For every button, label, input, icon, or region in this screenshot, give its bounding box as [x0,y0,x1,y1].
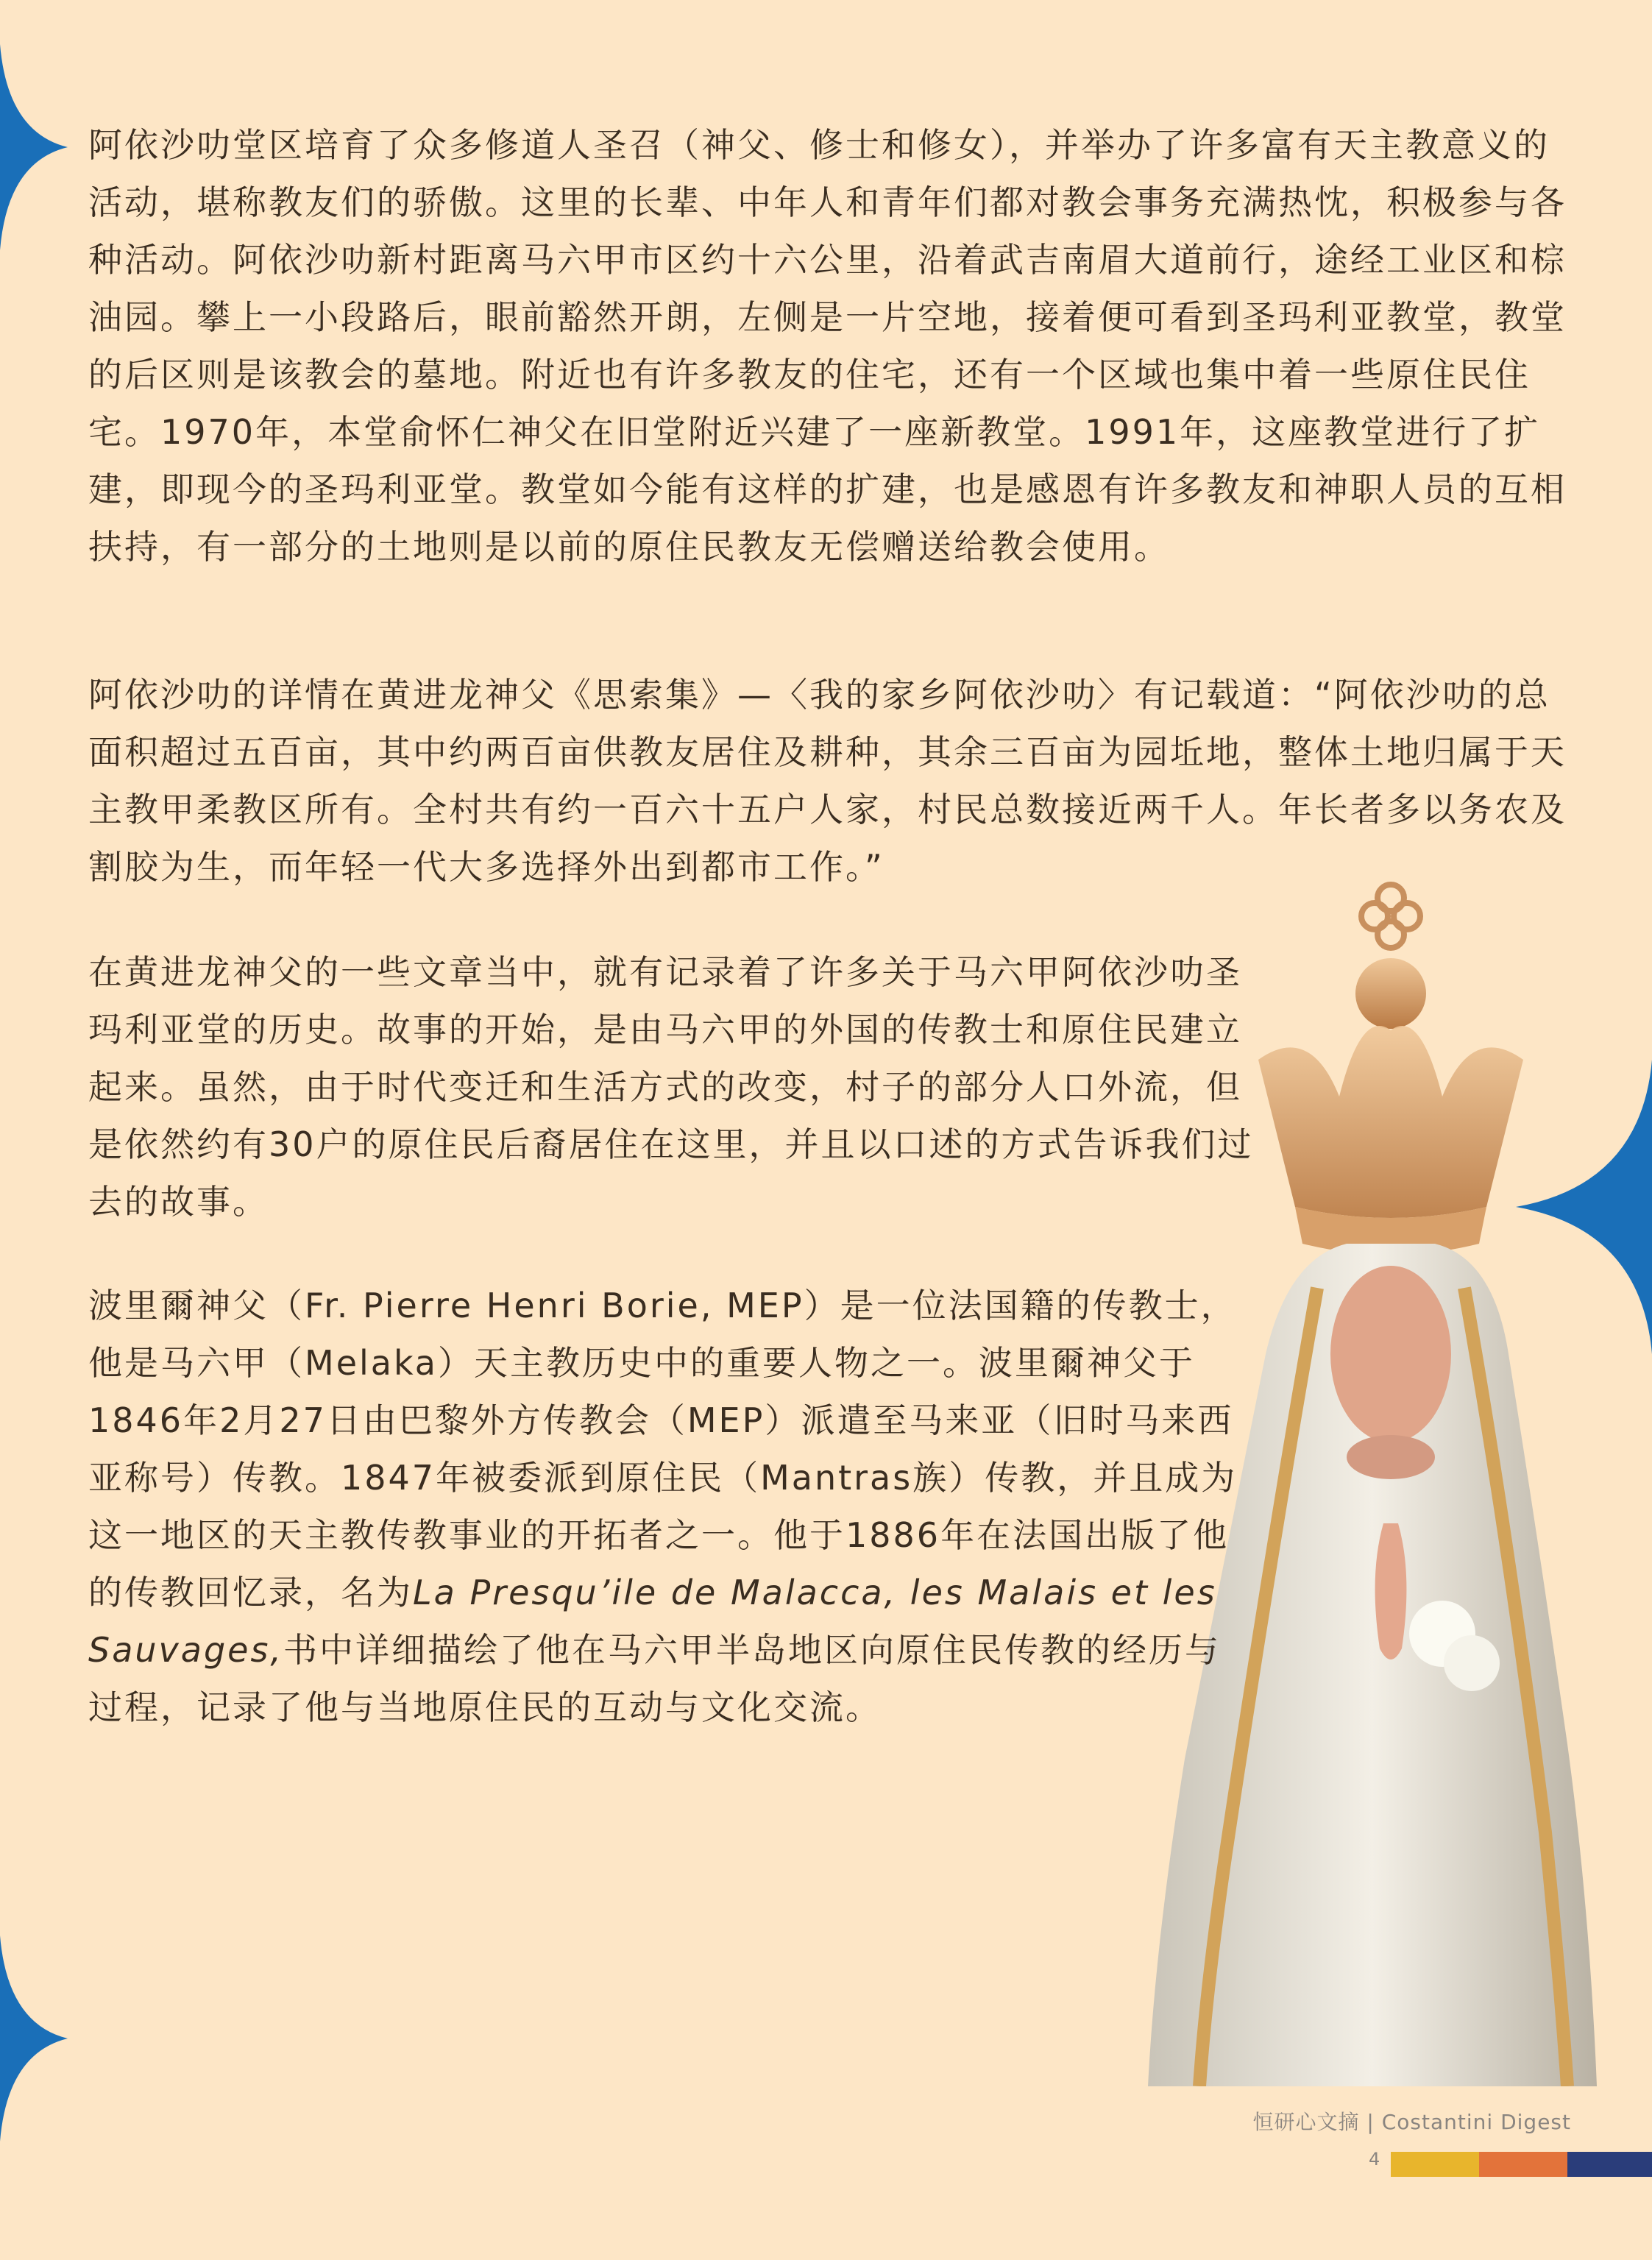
footer-bar-yellow [1391,2152,1479,2177]
footer-bar-navy [1567,2152,1652,2177]
book-title: La Presqu’ile de Malacca, les Malais et les Sauvages, [88,1573,1217,1670]
paragraph-church-history: 阿依沙叻堂区培育了众多修道人圣召（神父、修士和修女），并举办了许多富有天主教意义的活动，堪称教友们的骄傲。这里的长辈、中年人和青年们都对教会事务充满热忱，积极参与各种活动。阿依沙叻新村距离马六甲市区约十六公里，沿着武吉南眉大道前行，途经工业区和棕油园。攀上一小段路后，眼前豁然开朗，左侧是一片空地，接着便可看到圣玛利亚教堂，教堂的后区则是该教会的墓地。附近也有许多教友的住宅，还有一个区域也集中着一些原住民住宅。1970年，本堂俞怀仁神父在旧堂附近兴建了一座新教堂。1991年，这座教堂进行了扩建，即现今的圣玛利亚堂。教堂如今能有这样的扩建，也是感恩有许多教友和神职人员的互相扶持，有一部分的土地则是以前的原住民教友无偿赠送给教会使用。 [88,125,1567,567]
paragraph-fr-borie [88,1277,1251,1736]
paragraph-records: 在黄进龙神父的一些文章当中，就有记录着了许多关于马六甲阿依沙叻圣玛利亚堂的历史。故事的开始，是由马六甲的外国的传教士和原住民建立起来。虽然，由于时代变迁和生活方式的改变，村子的部分人口外流，但是依然约有30户的原住民后裔居住在这里，并且以口述的方式告诉我们过去的故事。 [88,952,1254,1222]
left-bottom-blue-scallop [0,1935,74,2142]
page-number: 4 [1369,2149,1380,2169]
publication-name: 恒研心文摘 | Costantini Digest [1252,2110,1571,2134]
left-top-blue-scallop [0,44,74,250]
footer-bar-orange [1479,2152,1567,2177]
paragraph-fr-borie-after: 书中详细描绘了他在马六甲半岛地区向原住民传教的经历与过程，记录了他与当地原住民的互动与文化交流。 [88,1630,1222,1727]
paragraph-fr-borie-before: 波里爾神父（Fr. Pierre Henri Borie, MEP）是一位法国籍的传教士，他是马六甲（Melaka）天主教历史中的重要人物之一。波里爾神父于1846年2月27日由巴黎外方传教会（MEP）派遣至马来亚（旧时马来西亚称号）传教。1847年被委派到原住民（Mantras族）传教，并且成为这一地区的天主教传教事业的开拓者之一。他于1886年在法国出版了他的传教回忆录，名为 [88,1286,1238,1612]
paragraph-village-quote: 阿依沙叻的详情在黄进龙神父《思索集》—〈我的家乡阿依沙叻〉有记载道：“阿依沙叻的总面积超过五百亩，其中约两百亩供教友居住及耕种，其余三百亩为园坵地，整体土地归属于天主教甲柔教区所有。全村共有约一百六十五户人家，村民总数接近两千人。年长者多以务农及割胶为生，而年轻一代大多选择外出到都市工作。” [88,675,1567,887]
